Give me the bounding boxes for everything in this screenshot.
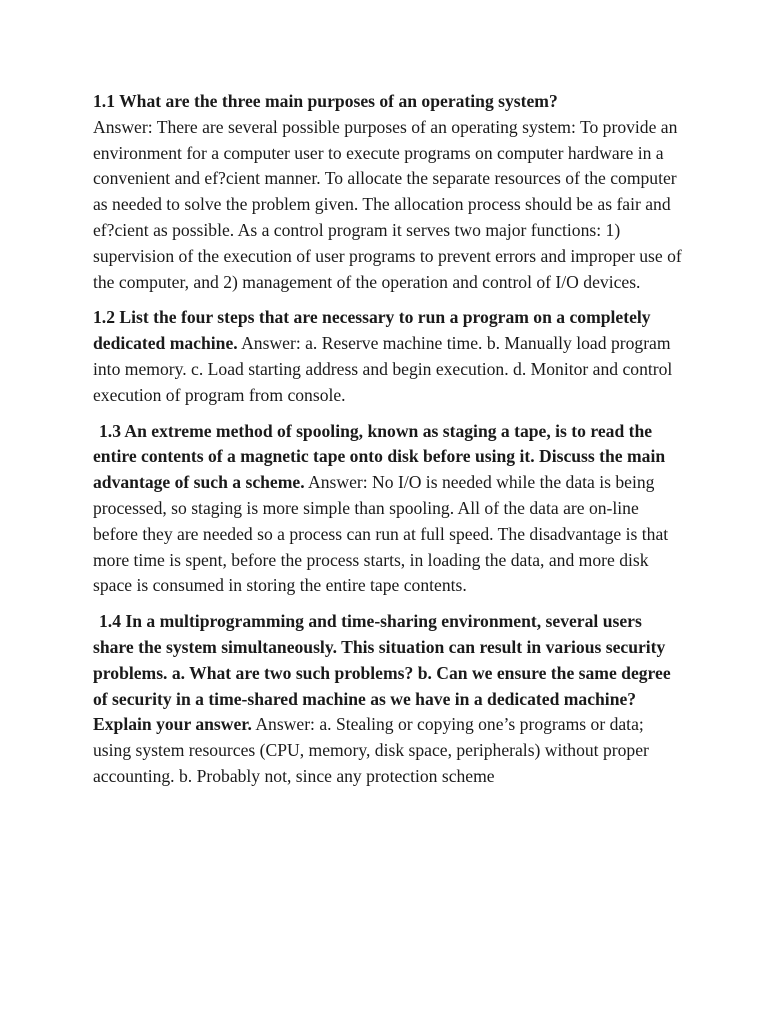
question-1-1 [93, 89, 683, 295]
answer-1-1-text: Answer: There are several possible purposes of an operating system: To provide an environment for a computer user to execute programs on computer hardware in a convenient and ef?cient manner. To allocate the separate resources of the computer as needed to solve the problem given. The allocation process should be as fair and ef?cient as possible. As a control program it serves two major functions: 1) supervision of the execution of user programs to prevent errors and improper use of the computer, and 2) management of the operation and control of I/O devices. [93, 116, 682, 292]
question-1-4 [93, 609, 683, 790]
answer-1-3-text: Answer: No I/O is needed while the data is being processed, so staging is more simple than spooling. All of the data are on-line before they are needed so a process can run at full speed. The disadvantage is that more time is spent, before the process starts, in loading the data, and more disk space is consumed in storing the entire tape contents. [93, 472, 669, 596]
document-body [93, 89, 683, 800]
question-1-4-text: 1.4 In a multiprogramming and time-sharing environment, several users share the system simultaneously. This situation can result in various security problems. a. What are two such problems? b. Can we ensure the same degree of security in a time-shared machine as we have in a dedicated machine? Explain your answer. [93, 611, 671, 735]
question-1-2-text: 1.2 List the four steps that are necessary to run a program on a completely dedicated machine. [93, 307, 651, 354]
answer-1-2-text: Answer: a. Reserve machine time. b. Manually load program into memory. c. Load starting address and begin execution. d. Monitor and control execution of program from console. [93, 333, 673, 405]
answer-1-4-text: Answer: a. Stealing or copying one’s programs or data; using system resources (CPU, memory, disk space, peripherals) without proper accounting. b. Probably not, since any protection scheme [93, 714, 649, 786]
question-1-2 [93, 305, 683, 408]
question-1-1-text: 1.1 What are the three main purposes of an operating system? [93, 91, 558, 111]
question-1-3 [93, 419, 683, 600]
question-1-3-text: 1.3 An extreme method of spooling, known as staging a tape, is to read the entire contents of a magnetic tape onto disk before using it. Discuss the main advantage of such a scheme. [93, 420, 666, 493]
